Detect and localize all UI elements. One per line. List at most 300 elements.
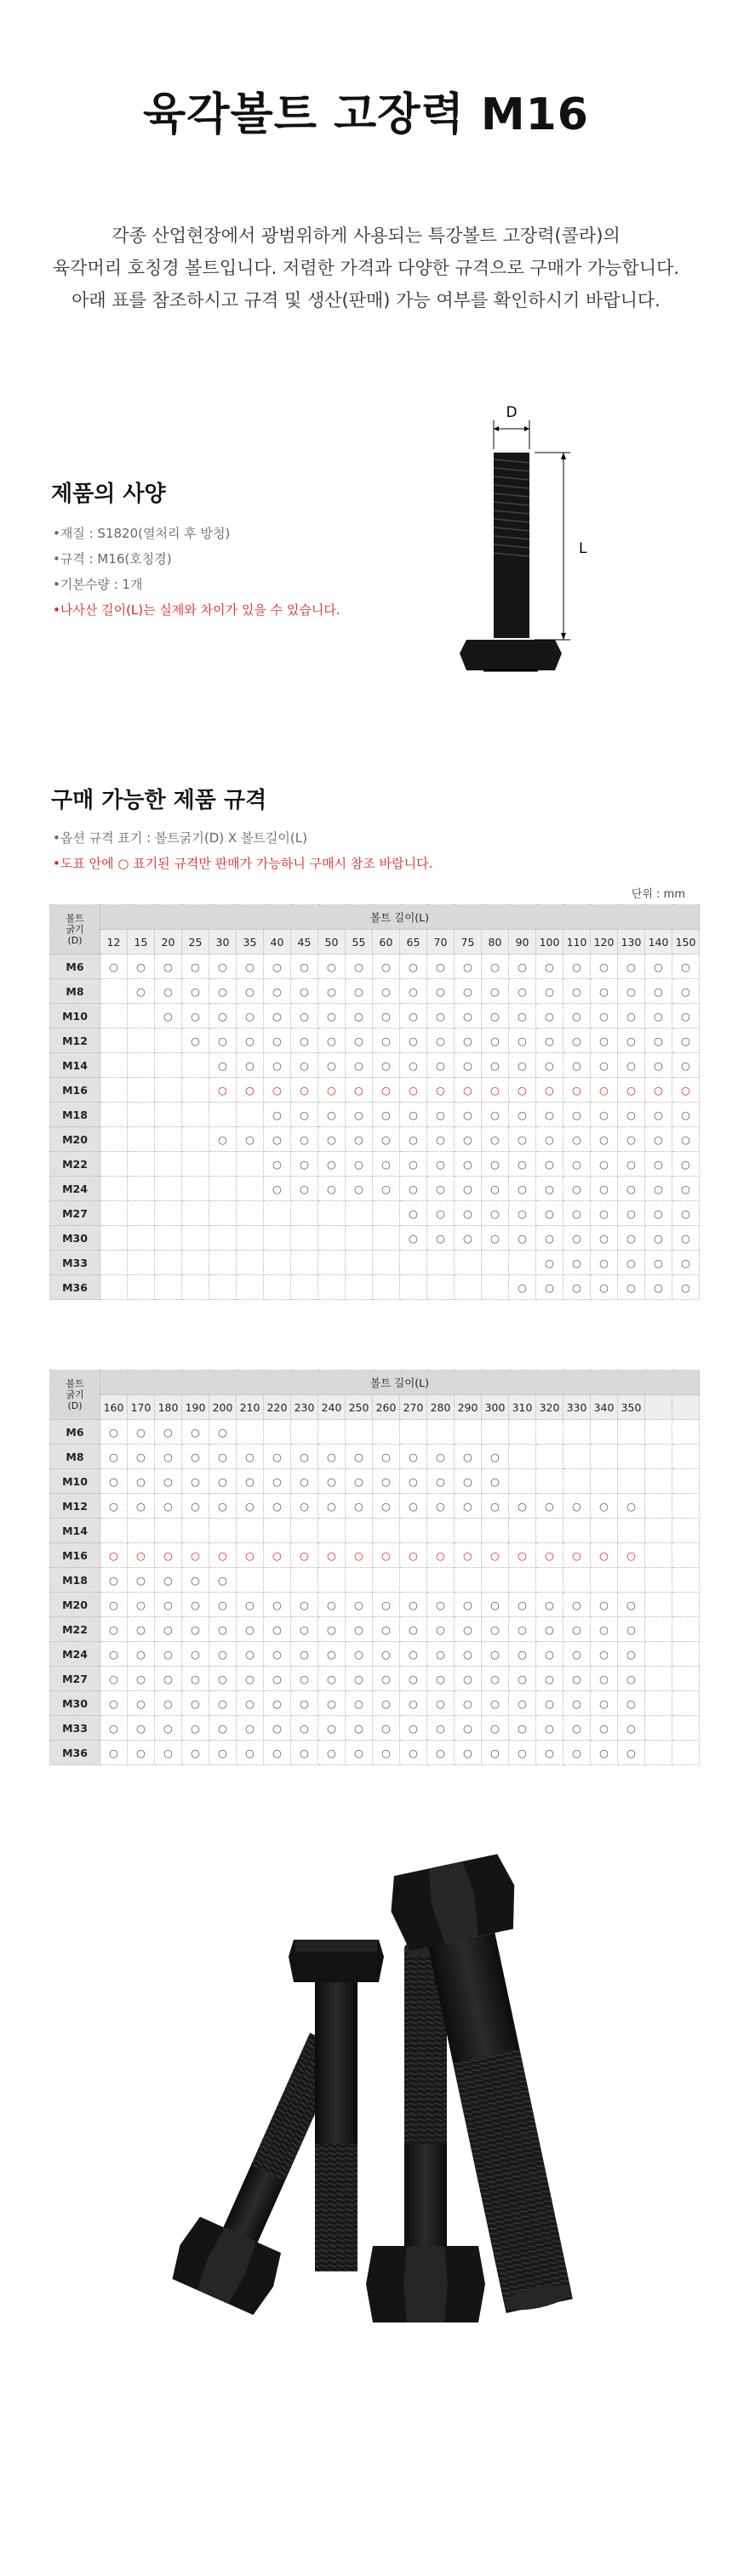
availability-cell: ○ [455, 1667, 482, 1691]
availability-cell: ○ [237, 1445, 264, 1469]
availability-cell: ○ [672, 1275, 700, 1300]
availability-cell [591, 1445, 618, 1469]
row-label: M27 [50, 1201, 100, 1226]
availability-cell: ○ [128, 1494, 155, 1519]
availability-cell: ○ [591, 1494, 618, 1519]
availability-cell [645, 1667, 672, 1691]
availability-cell: ○ [591, 1078, 618, 1103]
row-label: M14 [50, 1053, 100, 1078]
availability-cell: ○ [346, 1004, 373, 1029]
availability-cell: ○ [209, 1691, 237, 1716]
availability-cell: ○ [672, 1078, 700, 1103]
availability-cell [672, 1494, 700, 1519]
availability-cell [536, 1420, 563, 1445]
availability-cell: ○ [427, 1469, 455, 1494]
length-col: 210 [237, 1395, 264, 1420]
intro-line: 각종 산업현장에서 광범위하게 사용되는 특강볼트 고장력(콜라)의 [112, 225, 620, 246]
availability-cell: ○ [373, 1469, 400, 1494]
availability-cell: ○ [455, 1053, 482, 1078]
availability-cell: ○ [645, 1103, 672, 1127]
diagram-d-label: D [506, 404, 518, 421]
availability-cell: ○ [427, 1177, 455, 1201]
availability-cell: ○ [536, 1029, 563, 1053]
availability-cell: ○ [536, 1494, 563, 1519]
availability-cell: ○ [509, 1494, 536, 1519]
table-row [50, 1004, 700, 1029]
length-col: 80 [482, 930, 509, 955]
availability-cell: ○ [509, 1127, 536, 1152]
availability-cell: ○ [509, 1004, 536, 1029]
availability-cell: ○ [128, 1667, 155, 1691]
availability-cell: ○ [318, 1469, 346, 1494]
length-col: 290 [455, 1395, 482, 1420]
length-col: 160 [100, 1395, 128, 1420]
availability-cell: ○ [455, 1716, 482, 1741]
availability-cell: ○ [591, 1617, 618, 1642]
availability-cell: ○ [482, 1201, 509, 1226]
availability-cell [400, 1568, 427, 1593]
availability-cell: ○ [618, 1617, 645, 1642]
availability-cell: ○ [563, 1127, 591, 1152]
availability-cell: ○ [563, 1078, 591, 1103]
availability-cell: ○ [182, 1420, 209, 1445]
availability-cell: ○ [346, 1053, 373, 1078]
availability-cell: ○ [563, 1716, 591, 1741]
availability-cell: ○ [209, 1029, 237, 1053]
availability-cell: ○ [373, 1494, 400, 1519]
availability-cell: ○ [536, 1593, 563, 1617]
availability-cell [291, 1201, 318, 1226]
length-col: 180 [155, 1395, 182, 1420]
availability-cell: ○ [291, 1103, 318, 1127]
availability-cell: ○ [100, 1642, 128, 1667]
availability-cell: ○ [618, 1152, 645, 1177]
availability-cell: ○ [100, 1469, 128, 1494]
availability-cell [155, 1103, 182, 1127]
availability-cell: ○ [509, 1103, 536, 1127]
availability-cell [427, 1275, 455, 1300]
availability-cell: ○ [536, 1275, 563, 1300]
availability-cell: ○ [291, 1469, 318, 1494]
availability-cell [155, 1177, 182, 1201]
availability-cell: ○ [509, 1152, 536, 1177]
spec-list [53, 521, 340, 623]
availability-cell: ○ [346, 955, 373, 979]
availability-cell [645, 1543, 672, 1568]
availability-cell: ○ [591, 1593, 618, 1617]
availability-cell: ○ [482, 1642, 509, 1667]
availability-cell: ○ [155, 1469, 182, 1494]
availability-cell [645, 1494, 672, 1519]
availability-cell: ○ [645, 1078, 672, 1103]
row-label: M14 [50, 1519, 100, 1543]
availability-cell: ○ [482, 1445, 509, 1469]
availability-cell: ○ [155, 1691, 182, 1716]
availability-cell: ○ [482, 1691, 509, 1716]
availability-cell: ○ [182, 1004, 209, 1029]
availability-cell [373, 1275, 400, 1300]
availability-cell: ○ [100, 1543, 128, 1568]
availability-cell: ○ [427, 1445, 455, 1469]
availability-cell: ○ [264, 1716, 291, 1741]
purchase-notes [53, 825, 432, 876]
availability-cell: ○ [291, 1543, 318, 1568]
length-col: 170 [128, 1395, 155, 1420]
availability-cell: ○ [536, 1251, 563, 1275]
availability-cell: ○ [618, 1593, 645, 1617]
availability-cell: ○ [182, 979, 209, 1004]
availability-cell: ○ [672, 979, 700, 1004]
availability-cell [209, 1201, 237, 1226]
availability-cell [318, 1251, 346, 1275]
availability-cell: ○ [591, 1251, 618, 1275]
availability-cell: ○ [618, 1201, 645, 1226]
availability-cell: ○ [346, 1543, 373, 1568]
availability-cell [237, 1420, 264, 1445]
availability-cell [672, 1593, 700, 1617]
availability-cell [182, 1275, 209, 1300]
availability-cell: ○ [618, 1053, 645, 1078]
availability-cell: ○ [591, 1226, 618, 1251]
table-row [50, 1469, 700, 1494]
availability-cell [645, 1716, 672, 1741]
availability-cell: ○ [400, 1152, 427, 1177]
row-label: M24 [50, 1177, 100, 1201]
availability-cell: ○ [155, 955, 182, 979]
availability-cell: ○ [591, 1201, 618, 1226]
availability-cell: ○ [373, 1177, 400, 1201]
availability-cell: ○ [536, 955, 563, 979]
availability-cell: ○ [400, 1642, 427, 1667]
availability-cell [264, 1226, 291, 1251]
availability-cell [373, 1201, 400, 1226]
availability-cell: ○ [563, 1667, 591, 1691]
availability-cell: ○ [291, 979, 318, 1004]
availability-cell: ○ [155, 1642, 182, 1667]
length-col: 70 [427, 930, 455, 955]
availability-cell: ○ [155, 1543, 182, 1568]
length-col: 12 [100, 930, 128, 955]
availability-cell: ○ [318, 1741, 346, 1765]
availability-cell [182, 1177, 209, 1201]
length-col: 330 [563, 1395, 591, 1420]
availability-cell [128, 1053, 155, 1078]
availability-cell [509, 1519, 536, 1543]
availability-cell [155, 1152, 182, 1177]
availability-cell [563, 1568, 591, 1593]
availability-cell: ○ [100, 1420, 128, 1445]
availability-cell [318, 1519, 346, 1543]
availability-cell: ○ [346, 1469, 373, 1494]
availability-cell: ○ [536, 1201, 563, 1226]
availability-cell [100, 1519, 128, 1543]
length-col: 310 [509, 1395, 536, 1420]
availability-cell [209, 1226, 237, 1251]
availability-cell: ○ [264, 1029, 291, 1053]
availability-cell: ○ [536, 1053, 563, 1078]
availability-cell: ○ [427, 979, 455, 1004]
availability-cell: ○ [400, 1469, 427, 1494]
purchase-title: 구매 가능한 제품 규격 [51, 788, 267, 813]
availability-cell: ○ [237, 1127, 264, 1152]
availability-cell: ○ [563, 1004, 591, 1029]
availability-cell: ○ [318, 1691, 346, 1716]
availability-cell: ○ [264, 1152, 291, 1177]
table-row [50, 1177, 700, 1201]
availability-cell: ○ [373, 979, 400, 1004]
availability-cell: ○ [400, 955, 427, 979]
availability-cell [509, 1251, 536, 1275]
availability-cell [237, 1568, 264, 1593]
availability-cell [155, 1029, 182, 1053]
availability-cell: ○ [536, 1078, 563, 1103]
availability-cell: ○ [509, 1029, 536, 1053]
availability-cell: ○ [618, 1716, 645, 1741]
bolts-photo [0, 1804, 732, 2433]
availability-cell [536, 1469, 563, 1494]
availability-cell [291, 1251, 318, 1275]
availability-cell: ○ [509, 1226, 536, 1251]
page-title: 육각볼트 고장력 M16 [143, 89, 589, 140]
availability-cell: ○ [482, 955, 509, 979]
availability-cell [618, 1445, 645, 1469]
availability-cell [209, 1103, 237, 1127]
availability-cell: ○ [291, 1177, 318, 1201]
availability-cell: ○ [645, 1053, 672, 1078]
availability-cell: ○ [318, 955, 346, 979]
availability-cell [237, 1226, 264, 1251]
availability-cell: ○ [318, 1543, 346, 1568]
length-col: 120 [591, 930, 618, 955]
availability-cell: ○ [509, 1667, 536, 1691]
availability-cell [128, 1226, 155, 1251]
availability-cell: ○ [563, 1177, 591, 1201]
availability-cell [100, 1152, 128, 1177]
availability-cell: ○ [237, 1617, 264, 1642]
availability-cell: ○ [509, 1593, 536, 1617]
availability-cell: ○ [291, 1593, 318, 1617]
availability-cell: ○ [455, 1642, 482, 1667]
availability-cell [291, 1519, 318, 1543]
availability-cell: ○ [482, 1469, 509, 1494]
availability-cell: ○ [100, 1667, 128, 1691]
availability-cell: ○ [536, 1543, 563, 1568]
availability-cell: ○ [373, 1029, 400, 1053]
availability-cell: ○ [618, 1226, 645, 1251]
availability-cell [155, 1053, 182, 1078]
length-col: 260 [373, 1395, 400, 1420]
availability-cell: ○ [237, 1642, 264, 1667]
availability-cell: ○ [482, 1617, 509, 1642]
unit-label: 단위 : mm [631, 888, 685, 901]
availability-cell: ○ [182, 1593, 209, 1617]
availability-cell [672, 1741, 700, 1765]
availability-cell: ○ [591, 1177, 618, 1201]
availability-cell: ○ [618, 1494, 645, 1519]
availability-cell: ○ [209, 1445, 237, 1469]
availability-cell: ○ [373, 1642, 400, 1667]
availability-cell: ○ [618, 1251, 645, 1275]
availability-cell: ○ [346, 1593, 373, 1617]
availability-cell: ○ [482, 1226, 509, 1251]
size-table-1 [49, 904, 700, 1300]
availability-cell [672, 1568, 700, 1593]
availability-cell: ○ [427, 1078, 455, 1103]
availability-cell: ○ [645, 1177, 672, 1201]
availability-cell: ○ [291, 1617, 318, 1642]
availability-cell: ○ [155, 1420, 182, 1445]
availability-cell: ○ [209, 1617, 237, 1642]
availability-cell: ○ [455, 1226, 482, 1251]
row-label: M8 [50, 1445, 100, 1469]
availability-cell [672, 1716, 700, 1741]
availability-cell: ○ [209, 1716, 237, 1741]
availability-cell [482, 1251, 509, 1275]
availability-cell [264, 1420, 291, 1445]
availability-cell: ○ [182, 1568, 209, 1593]
row-label: M24 [50, 1642, 100, 1667]
availability-cell: ○ [563, 1642, 591, 1667]
availability-cell: ○ [346, 1494, 373, 1519]
table-row [50, 1494, 700, 1519]
availability-cell: ○ [373, 1127, 400, 1152]
availability-cell: ○ [291, 1494, 318, 1519]
availability-cell: ○ [237, 979, 264, 1004]
availability-cell: ○ [645, 1127, 672, 1152]
intro-line: 아래 표를 참조하시고 규격 및 생산(판매) 가능 여부를 확인하시기 바랍니다. [71, 290, 661, 311]
availability-cell: ○ [209, 955, 237, 979]
availability-cell [128, 1127, 155, 1152]
availability-cell: ○ [427, 1543, 455, 1568]
availability-cell: ○ [318, 1053, 346, 1078]
availability-cell: ○ [536, 1226, 563, 1251]
availability-cell: ○ [509, 955, 536, 979]
availability-cell [291, 1275, 318, 1300]
availability-cell: ○ [400, 979, 427, 1004]
length-col: 40 [264, 930, 291, 955]
availability-cell [182, 1226, 209, 1251]
length-col: 75 [455, 930, 482, 955]
availability-cell: ○ [237, 1741, 264, 1765]
availability-cell: ○ [128, 1741, 155, 1765]
table-row [50, 1053, 700, 1078]
row-label: M36 [50, 1741, 100, 1765]
availability-cell: ○ [536, 1004, 563, 1029]
availability-cell [291, 1226, 318, 1251]
availability-cell [128, 1177, 155, 1201]
availability-cell [672, 1617, 700, 1642]
availability-cell [100, 1053, 128, 1078]
availability-cell: ○ [563, 1251, 591, 1275]
availability-cell: ○ [563, 1053, 591, 1078]
availability-cell: ○ [237, 1543, 264, 1568]
availability-cell: ○ [672, 1004, 700, 1029]
availability-cell [455, 1251, 482, 1275]
availability-cell: ○ [291, 1029, 318, 1053]
availability-cell [509, 1469, 536, 1494]
row-label: M33 [50, 1716, 100, 1741]
availability-cell: ○ [400, 1494, 427, 1519]
availability-cell: ○ [509, 1716, 536, 1741]
availability-cell: ○ [264, 1593, 291, 1617]
length-col: 20 [155, 930, 182, 955]
availability-cell [346, 1201, 373, 1226]
availability-cell: ○ [427, 1201, 455, 1226]
availability-cell: ○ [536, 1152, 563, 1177]
availability-cell: ○ [264, 1691, 291, 1716]
availability-cell: ○ [100, 1445, 128, 1469]
availability-cell: ○ [618, 1004, 645, 1029]
availability-cell: ○ [482, 1152, 509, 1177]
length-col: 250 [346, 1395, 373, 1420]
availability-cell: ○ [346, 1127, 373, 1152]
availability-cell: ○ [155, 1568, 182, 1593]
availability-cell: ○ [291, 1053, 318, 1078]
availability-cell: ○ [482, 1494, 509, 1519]
length-col: 240 [318, 1395, 346, 1420]
availability-cell: ○ [155, 979, 182, 1004]
availability-cell: ○ [455, 1029, 482, 1053]
availability-cell: ○ [672, 955, 700, 979]
length-header: 볼트 길이(L) [100, 1371, 700, 1395]
availability-cell [455, 1568, 482, 1593]
availability-cell: ○ [237, 1053, 264, 1078]
availability-cell: ○ [182, 1741, 209, 1765]
availability-cell [100, 1177, 128, 1201]
length-col: 320 [536, 1395, 563, 1420]
availability-cell: ○ [645, 1029, 672, 1053]
availability-cell: ○ [455, 1103, 482, 1127]
table-row [50, 1201, 700, 1226]
availability-cell: ○ [264, 1617, 291, 1642]
availability-cell: ○ [182, 1494, 209, 1519]
availability-cell: ○ [182, 1029, 209, 1053]
availability-cell: ○ [264, 1177, 291, 1201]
availability-cell [237, 1152, 264, 1177]
row-label: M20 [50, 1127, 100, 1152]
availability-cell [427, 1568, 455, 1593]
availability-cell: ○ [482, 979, 509, 1004]
availability-cell: ○ [427, 1716, 455, 1741]
availability-cell: ○ [672, 1029, 700, 1053]
row-label: M36 [50, 1275, 100, 1300]
availability-cell: ○ [509, 1177, 536, 1201]
length-col: 280 [427, 1395, 455, 1420]
availability-cell: ○ [373, 1103, 400, 1127]
availability-cell: ○ [618, 979, 645, 1004]
availability-cell: ○ [128, 1543, 155, 1568]
availability-cell: ○ [563, 1741, 591, 1765]
availability-cell: ○ [509, 1642, 536, 1667]
availability-cell: ○ [237, 1667, 264, 1691]
availability-cell [672, 1691, 700, 1716]
table-row [50, 1103, 700, 1127]
availability-cell: ○ [264, 1445, 291, 1469]
length-col [645, 1395, 672, 1420]
availability-cell: ○ [591, 1053, 618, 1078]
availability-cell: ○ [482, 1667, 509, 1691]
availability-cell: ○ [591, 1152, 618, 1177]
availability-cell: ○ [264, 1741, 291, 1765]
availability-cell: ○ [373, 1078, 400, 1103]
availability-cell: ○ [482, 1029, 509, 1053]
availability-cell [346, 1519, 373, 1543]
row-label: M6 [50, 1420, 100, 1445]
availability-cell: ○ [318, 1642, 346, 1667]
availability-cell: ○ [563, 1593, 591, 1617]
availability-cell: ○ [264, 1642, 291, 1667]
availability-cell [536, 1568, 563, 1593]
